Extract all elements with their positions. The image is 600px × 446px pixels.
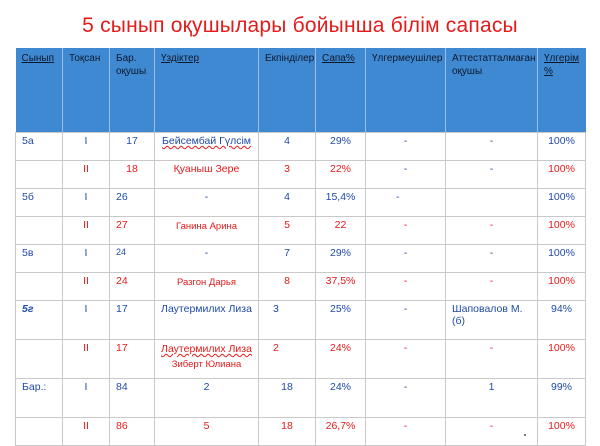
table-row — [16, 301, 586, 340]
cell-excellent-line1: Лаутермилих Лиза — [161, 343, 252, 355]
cell-total: 17 — [110, 301, 155, 340]
cell-total: 18 — [110, 161, 155, 189]
cell-class: 5б — [16, 189, 63, 217]
cell-quarter: II — [63, 161, 110, 189]
cell-failing: - — [366, 418, 446, 446]
cell-failing: - — [366, 245, 446, 273]
cell-quality: 29% — [316, 133, 366, 161]
cell-quality: 37,5% — [316, 273, 366, 301]
cell-quality: 24% — [316, 379, 366, 418]
cell-good: 18 — [259, 379, 316, 418]
cell-class — [16, 273, 63, 301]
cell-quarter: I — [63, 189, 110, 217]
cell-quality: 15,4% — [316, 189, 366, 217]
cell-good: 2 — [259, 340, 316, 379]
cell-failing: - — [366, 379, 446, 418]
header-unattested: Аттестатталмаған оқушы — [446, 48, 538, 133]
cell-excellent: - — [155, 189, 259, 217]
cell-total: 24 — [110, 273, 155, 301]
cell-failing: - — [366, 189, 446, 217]
cell-unattested — [446, 189, 538, 217]
cell-quarter: II — [63, 217, 110, 245]
cell-success: 100% — [538, 161, 586, 189]
table-row — [16, 189, 586, 217]
decorative-dot — [524, 434, 526, 436]
cell-excellent: 2 — [155, 379, 259, 418]
cell-unattested: Шаповалов М. (б) — [446, 301, 538, 340]
table-row — [16, 217, 586, 245]
header-quarter: Тоқсан — [63, 48, 110, 133]
cell-good: 3 — [259, 161, 316, 189]
cell-good: 18 — [259, 418, 316, 446]
table-row — [16, 379, 586, 418]
cell-total: 17 — [110, 133, 155, 161]
cell-unattested: - — [446, 340, 538, 379]
cell-quality: 25% — [316, 301, 366, 340]
header-good: Екпінділер — [259, 48, 316, 133]
cell-good: 3 — [259, 301, 316, 340]
cell-class: 5г — [16, 301, 63, 340]
header-class: Сынып — [16, 48, 63, 133]
cell-quality: 26,7% — [316, 418, 366, 446]
cell-class — [16, 340, 63, 379]
table-row — [16, 273, 586, 301]
cell-failing: - — [366, 340, 446, 379]
table-header-row — [16, 48, 586, 133]
cell-excellent: Бейсембай Гүлсім — [155, 133, 259, 161]
cell-good: 8 — [259, 273, 316, 301]
cell-excellent: - — [155, 245, 259, 273]
cell-success: 100% — [538, 418, 586, 446]
cell-class: 5а — [16, 133, 63, 161]
cell-success: 100% — [538, 245, 586, 273]
cell-unattested: - — [446, 161, 538, 189]
cell-quarter: I — [63, 245, 110, 273]
cell-class: Бар.: — [16, 379, 63, 418]
cell-good: 7 — [259, 245, 316, 273]
cell-success: 99% — [538, 379, 586, 418]
cell-total: 17 — [110, 340, 155, 379]
header-failing: Үлгермеушілер — [366, 48, 446, 133]
cell-quality: 22 — [316, 217, 366, 245]
page-title: 5 сынып оқушылары бойынша білім сапасы — [82, 14, 518, 37]
cell-failing: - — [366, 133, 446, 161]
cell-failing: - — [366, 217, 446, 245]
cell-good: 5 — [259, 217, 316, 245]
cell-failing: - — [366, 161, 446, 189]
cell-excellent: Разгон Дарья — [155, 273, 259, 301]
cell-unattested: - — [446, 273, 538, 301]
cell-unattested: - — [446, 418, 538, 446]
cell-success: 94% — [538, 301, 586, 340]
cell-excellent: Лаутермилих Лиза — [155, 301, 259, 340]
cell-total: 24 — [110, 245, 155, 273]
cell-excellent: 5 — [155, 418, 259, 446]
cell-quarter: II — [63, 273, 110, 301]
cell-unattested: - — [446, 217, 538, 245]
cell-unattested: - — [446, 133, 538, 161]
header-quality: Сапа% — [316, 48, 366, 133]
cell-excellent: Қуаныш Зере — [155, 161, 259, 189]
header-total-students: Бар. оқушы — [110, 48, 155, 133]
cell-excellent — [155, 340, 259, 379]
cell-good: 4 — [259, 189, 316, 217]
cell-success: 100% — [538, 273, 586, 301]
cell-success: 100% — [538, 189, 586, 217]
cell-total: 26 — [110, 189, 155, 217]
cell-unattested: 1 — [446, 379, 538, 418]
cell-excellent: Ганина Арина — [155, 217, 259, 245]
cell-quarter: II — [63, 418, 110, 446]
table-row — [16, 161, 586, 189]
cell-class: 5в — [16, 245, 63, 273]
cell-total: 27 — [110, 217, 155, 245]
header-excellent: Үздіктер — [155, 48, 259, 133]
table-row — [16, 133, 586, 161]
cell-class — [16, 161, 63, 189]
cell-failing: - — [366, 301, 446, 340]
cell-quality: 29% — [316, 245, 366, 273]
cell-failing: - — [366, 273, 446, 301]
cell-quarter: I — [63, 301, 110, 340]
table-row — [16, 340, 586, 379]
cell-quarter: I — [63, 379, 110, 418]
cell-excellent-line2: Зиберт Юлиана — [171, 359, 242, 370]
cell-unattested: - — [446, 245, 538, 273]
cell-success: 100% — [538, 340, 586, 379]
cell-quality: 22% — [316, 161, 366, 189]
quality-table — [15, 48, 586, 446]
cell-total: 84 — [110, 379, 155, 418]
cell-success: 100% — [538, 133, 586, 161]
cell-quarter: II — [63, 340, 110, 379]
cell-success: 100% — [538, 217, 586, 245]
cell-good: 4 — [259, 133, 316, 161]
cell-total: 86 — [110, 418, 155, 446]
cell-class — [16, 217, 63, 245]
table-row — [16, 418, 586, 446]
table-row — [16, 245, 586, 273]
cell-quality: 24% — [316, 340, 366, 379]
cell-class — [16, 418, 63, 446]
header-success: Үлгерім % — [538, 48, 586, 133]
cell-quarter: I — [63, 133, 110, 161]
